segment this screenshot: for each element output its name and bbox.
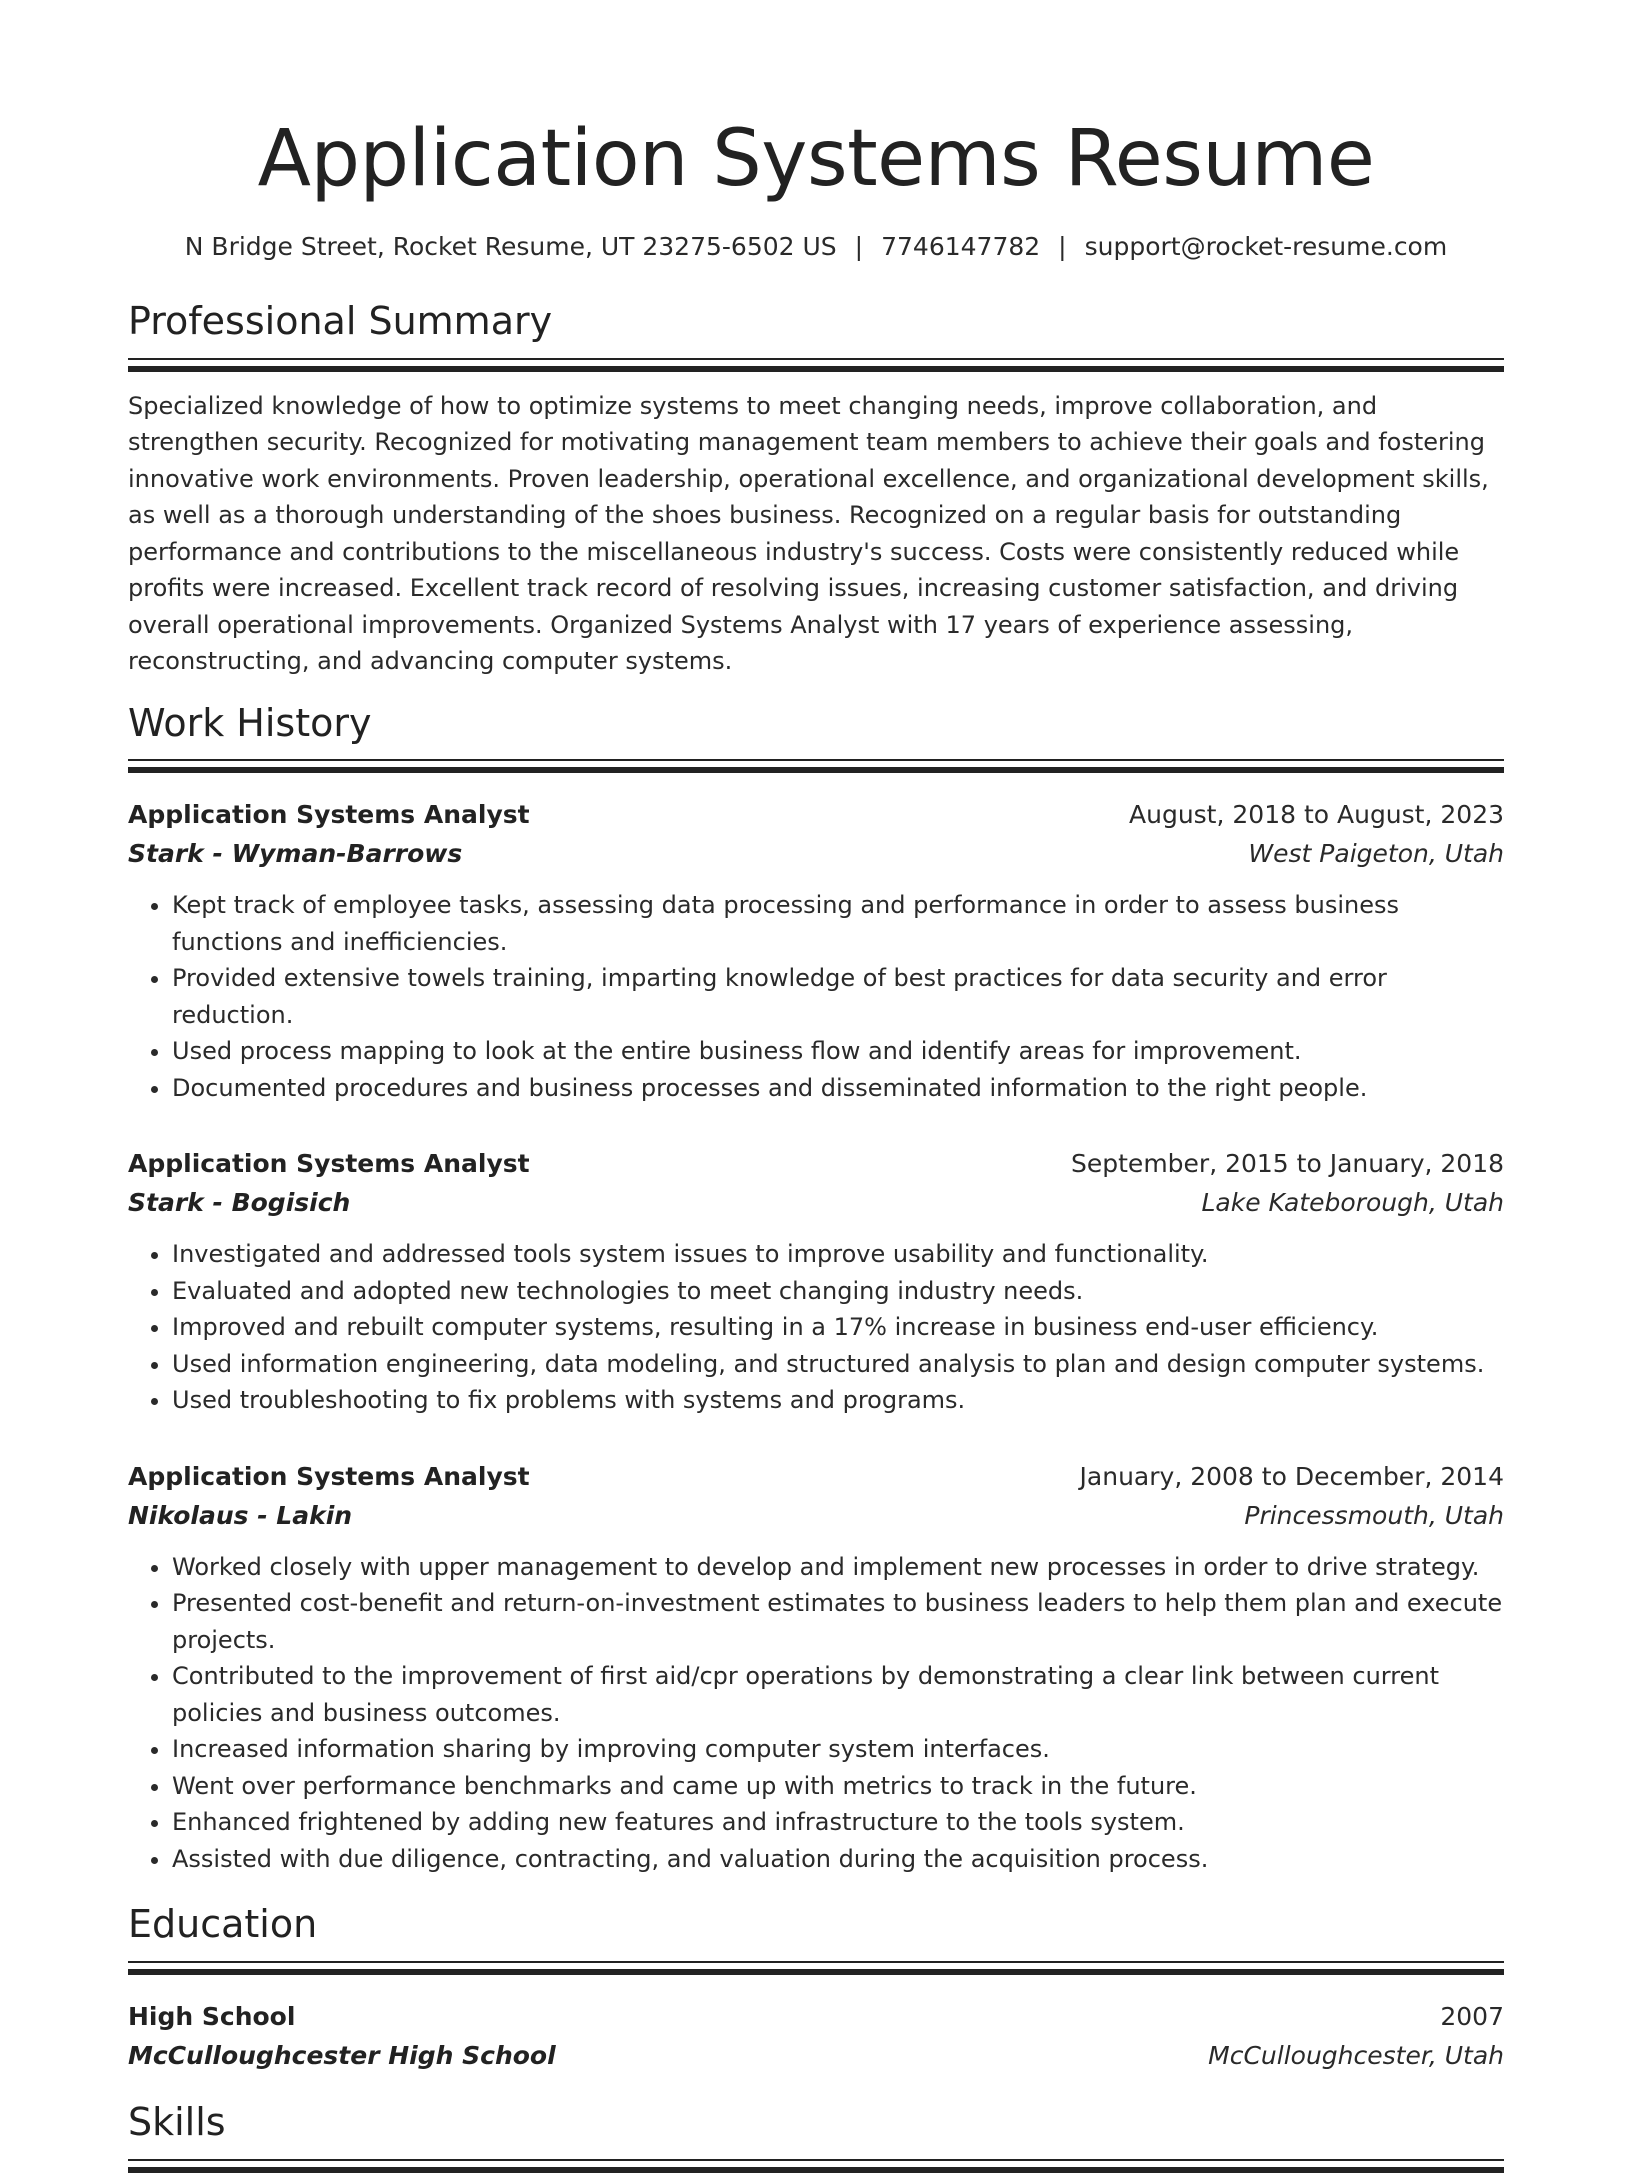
summary-section <box>128 300 1504 680</box>
contact-separator: | <box>854 232 864 261</box>
contact-address: N Bridge Street, Rocket Resume, UT 23275-6502 US <box>184 232 837 261</box>
job-bullets <box>128 1236 1504 1419</box>
job-dates: August, 2018 to August, 2023 <box>1129 800 1504 830</box>
bullet-item: • Increased information sharing by improving computer system interfaces. <box>172 1731 1504 1768</box>
job-location: Lake Kateborough, Utah <box>1201 1188 1504 1218</box>
job-company: Nikolaus - Lakin <box>128 1500 353 1530</box>
job-dates: September, 2015 to January, 2018 <box>1071 1149 1504 1179</box>
section-heading-summary: Professional Summary <box>128 299 553 343</box>
bullet-item: • Investigated and addressed tools system issues to improve usability and functionality. <box>172 1236 1504 1273</box>
bullet-item: • Enhanced frightened by adding new features and infrastructure to the tools system. <box>172 1804 1504 1841</box>
contact-separator: | <box>1058 232 1067 261</box>
bullet-item: • Used information engineering, data modeling, and structured analysis to plan and design computer systems. <box>172 1346 1504 1383</box>
education-school: McCulloughcester High School <box>128 2041 556 2071</box>
job-bullets <box>128 1549 1504 1878</box>
education-location: McCulloughcester, Utah <box>1208 2041 1504 2071</box>
job-company: Stark - Wyman-Barrows <box>128 839 463 869</box>
job-location: West Paigeton, Utah <box>1248 839 1504 869</box>
contact-email: support@rocket-resume.com <box>1084 232 1448 261</box>
bullet-item: • Evaluated and adopted new technologies to meet changing industry needs. <box>172 1273 1504 1310</box>
section-divider <box>128 2159 1504 2173</box>
bullet-item: • Contributed to the improvement of first aid/cpr operations by demonstrating a clear link between current policies and business outcomes. <box>172 1658 1504 1731</box>
bullet-item: • Kept track of employee tasks, assessing data processing and performance in order to assess business functions and inefficiencies. <box>172 887 1504 960</box>
job-entry <box>128 1457 1504 1878</box>
section-heading-skills: Skills <box>128 2100 226 2145</box>
work-history-section <box>128 702 1504 1878</box>
section-divider <box>128 1961 1504 1975</box>
job-bullets <box>128 887 1504 1106</box>
education-section <box>128 1903 1504 2075</box>
bullet-item: • Documented procedures and business processes and disseminated information to the right people. <box>172 1070 1504 1107</box>
section-divider <box>128 759 1504 773</box>
resume-title: Application Systems Resume <box>257 114 1375 204</box>
job-location: Princessmouth, Utah <box>1244 1500 1504 1530</box>
job-dates: January, 2008 to December, 2014 <box>1079 1461 1504 1491</box>
bullet-item: • Went over performance benchmarks and came up with metrics to track in the future. <box>172 1768 1504 1805</box>
bullet-item: • Worked closely with upper management to develop and implement new processes in order to drive strategy. <box>172 1549 1504 1586</box>
education-degree: High School <box>128 2002 296 2032</box>
job-title: Application Systems Analyst <box>128 1149 530 1179</box>
bullet-item: • Assisted with due diligence, contracting, and valuation during the acquisition process. <box>172 1841 1504 1878</box>
section-heading-work: Work History <box>128 700 372 745</box>
bullet-item: • Used process mapping to look at the entire business flow and identify areas for improvement. <box>172 1033 1504 1070</box>
section-heading-education: Education <box>128 1902 318 1947</box>
job-title: Application Systems Analyst <box>128 800 530 830</box>
bullet-item: • Used troubleshooting to fix problems with systems and programs. <box>172 1382 1504 1419</box>
summary-text: Specialized knowledge of how to optimize systems to meet changing needs, improve collaboration, and strengthen security. Recognized for motivating management team members to achieve their goals and fostering innovative work environments. Proven leadership, operational excellence, and organizational development skills, as well as a thorough understanding of the shoes business. Recognized on a regular basis for outstanding performance and contributions to the miscellaneous industry's success. Costs were consistently reduced while profits were increased. Excellent track record of resolving issues, increasing customer satisfaction, and driving overall operational improvements. Organized Systems Analyst with 17 years of experience assessing, reconstructing, and advancing computer systems. <box>128 391 1489 676</box>
job-entry <box>128 795 1504 1106</box>
job-company: Stark - Bogisich <box>128 1188 351 1218</box>
bullet-item: • Improved and rebuilt computer systems, resulting in a 17% increase in business end-user efficiency. <box>172 1309 1504 1346</box>
bullet-item: • Provided extensive towels training, imparting knowledge of best practices for data security and error reduction. <box>172 960 1504 1033</box>
contact-line <box>128 232 1504 262</box>
job-entry <box>128 1144 1504 1419</box>
education-entry <box>128 1997 1504 2075</box>
bullet-item: • Presented cost-benefit and return-on-investment estimates to business leaders to help them plan and execute projects. <box>172 1585 1504 1658</box>
education-year: 2007 <box>1440 2002 1504 2032</box>
contact-phone: 7746147782 <box>881 232 1041 261</box>
section-divider <box>128 358 1504 372</box>
job-title: Application Systems Analyst <box>128 1461 530 1491</box>
